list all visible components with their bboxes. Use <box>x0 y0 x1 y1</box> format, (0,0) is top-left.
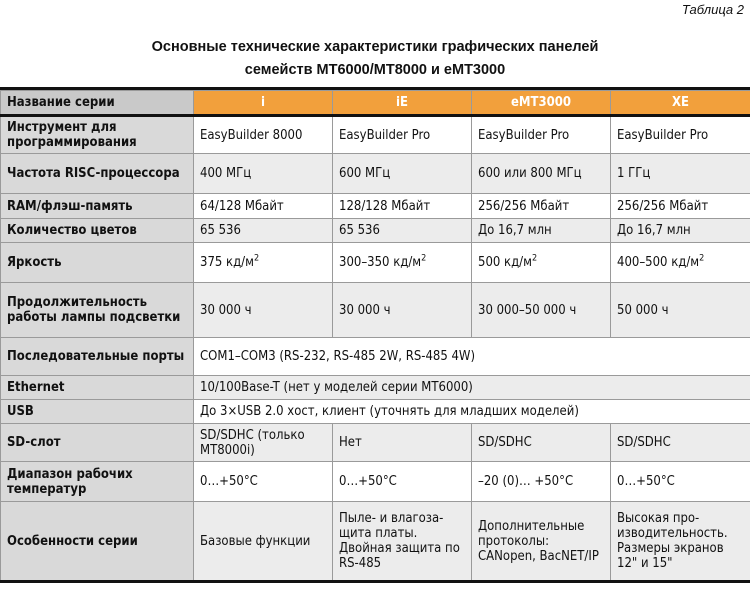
table-row-cpu <box>1 154 750 194</box>
row-label-sd: SD-слот <box>1 424 194 462</box>
cell-lamp-ie: 30 000 ч <box>333 283 472 338</box>
cell-sd-i: SD/SDHC (только MT8000i) <box>194 424 333 462</box>
row-label-colors: Количество цветов <box>1 219 194 243</box>
row-label-features: Особенности серии <box>1 502 194 582</box>
cell-cpu-i: 400 МГц <box>194 154 333 194</box>
cell-tool-emt3000: EasyBuilder Pro <box>472 116 611 154</box>
table-row-lamp <box>1 283 750 338</box>
cell-colors-ie: 65 536 <box>333 219 472 243</box>
cell-features-emt3000: Дополнительные протоколы: CANopen, BacNET/IP <box>472 502 611 582</box>
table-row-ram <box>1 194 750 219</box>
unit-superscript: 2 <box>531 253 538 264</box>
row-label-serial: Последовательные порты <box>1 338 194 376</box>
cell-lamp-emt3000: 30 000–50 000 ч <box>472 283 611 338</box>
cell-tool-xe: EasyBuilder Pro <box>611 116 750 154</box>
cell-features-i: Базовые функции <box>194 502 333 582</box>
cell-tool-i: EasyBuilder 8000 <box>194 116 333 154</box>
cell-temp-xe: 0…+50°C <box>611 462 750 502</box>
table-row-features <box>1 502 750 582</box>
table-title-line-2: семейств MT6000/MT8000 и eMT3000 <box>244 62 506 78</box>
cell-cpu-xe: 1 ГГц <box>611 154 750 194</box>
cell-sd-ie: Нет <box>333 424 472 462</box>
cell-brightness-emt3000 <box>472 243 611 283</box>
brightness-value: 500 кд/м <box>478 255 532 270</box>
row-label-temp: Диапазон рабочих температур <box>1 462 194 502</box>
cell-lamp-xe: 50 000 ч <box>611 283 750 338</box>
table-row-usb <box>1 400 750 424</box>
cell-sd-xe: SD/SDHC <box>611 424 750 462</box>
header-series-ie: iE <box>333 91 472 116</box>
cell-brightness-ie <box>333 243 472 283</box>
cell-features-xe: Высокая про-изводительность. Размеры экранов 12" и 15" <box>611 502 750 582</box>
cell-temp-ie: 0…+50°C <box>333 462 472 502</box>
header-series-emt3000: eMT3000 <box>472 91 611 116</box>
cell-ram-ie: 128/128 Мбайт <box>333 194 472 219</box>
cell-cpu-emt3000: 600 или 800 МГц <box>472 154 611 194</box>
row-label-ram: RAM/флэш-память <box>1 194 194 219</box>
cell-ethernet-all: 10/100Base-T (нет у моделей серии MT6000) <box>194 376 750 400</box>
cell-brightness-xe <box>611 243 750 283</box>
row-label-tool: Инструмент для программирования <box>1 116 194 154</box>
cell-features-ie: Пыле- и влагоза-щита платы. Двойная защита по RS-485 <box>333 502 472 582</box>
cell-cpu-ie: 600 МГц <box>333 154 472 194</box>
row-label-cpu: Частота RISC-процессора <box>1 154 194 194</box>
brightness-value: 300–350 кд/м <box>339 255 422 270</box>
header-series-i: i <box>194 91 333 116</box>
cell-colors-xe: До 16,7 млн <box>611 219 750 243</box>
row-label-lamp: Продолжительность работы лампы подсветки <box>1 283 194 338</box>
table-row-tool <box>1 116 750 154</box>
table-row-brightness <box>1 243 750 283</box>
cell-temp-i: 0…+50°C <box>194 462 333 502</box>
cell-serial-all: COM1–COM3 (RS-232, RS-485 2W, RS-485 4W) <box>194 338 750 376</box>
cell-usb-all: До 3×USB 2.0 хост, клиент (уточнять для младших моделей) <box>194 400 750 424</box>
cell-temp-emt3000: –20 (0)… +50°C <box>472 462 611 502</box>
table-row-sd <box>1 424 750 462</box>
cell-sd-emt3000: SD/SDHC <box>472 424 611 462</box>
specs-table <box>0 90 750 583</box>
cell-colors-emt3000: До 16,7 млн <box>472 219 611 243</box>
cell-tool-ie: EasyBuilder Pro <box>333 116 472 154</box>
header-series-xe: XE <box>611 91 750 116</box>
cell-ram-xe: 256/256 Мбайт <box>611 194 750 219</box>
cell-ram-i: 64/128 Мбайт <box>194 194 333 219</box>
table-caption: Таблица 2 <box>681 2 744 17</box>
cell-colors-i: 65 536 <box>194 219 333 243</box>
row-label-usb: USB <box>1 400 194 424</box>
table-row-temp <box>1 462 750 502</box>
cell-ram-emt3000: 256/256 Мбайт <box>472 194 611 219</box>
header-series-name: Название серии <box>1 91 194 116</box>
row-label-ethernet: Ethernet <box>1 376 194 400</box>
table-title-line-1: Основные технические характеристики графических панелей <box>151 39 599 55</box>
table-row-colors <box>1 219 750 243</box>
table-row-serial <box>1 338 750 376</box>
brightness-value: 400–500 кд/м <box>617 255 700 270</box>
row-label-brightness: Яркость <box>1 243 194 283</box>
brightness-value: 375 кд/м <box>200 255 254 270</box>
header-row <box>1 91 750 116</box>
cell-brightness-i <box>194 243 333 283</box>
cell-lamp-i: 30 000 ч <box>194 283 333 338</box>
unit-superscript: 2 <box>421 253 427 264</box>
unit-superscript: 2 <box>253 253 260 264</box>
table-row-ethernet <box>1 376 750 400</box>
unit-superscript: 2 <box>699 253 705 264</box>
